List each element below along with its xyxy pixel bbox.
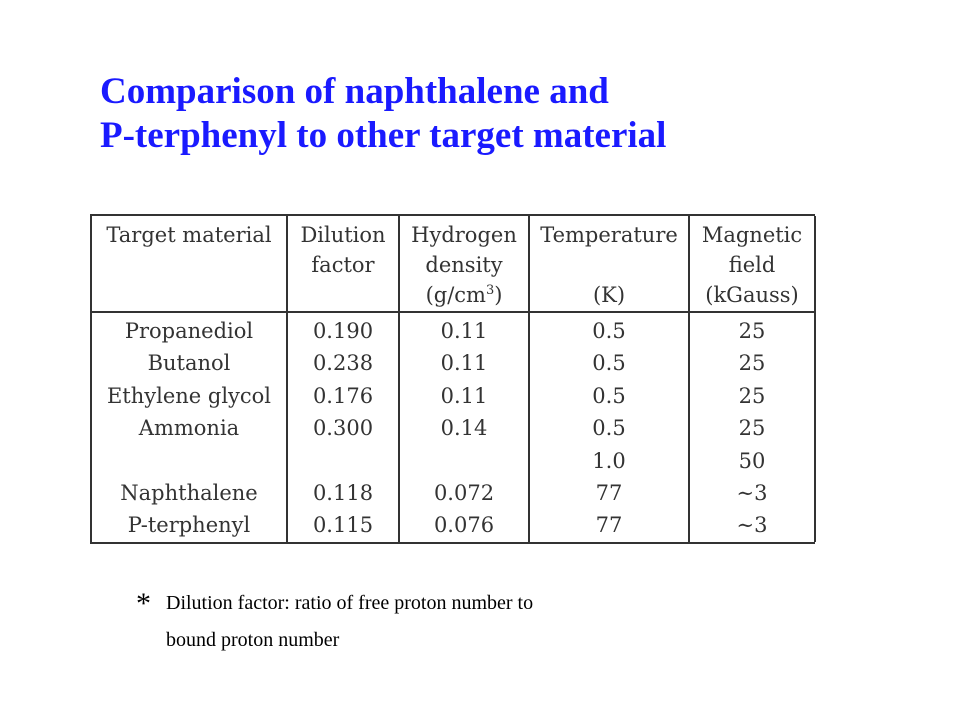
cell-field: 25 — [738, 383, 766, 408]
slide-title-line-2: P-terphenyl to other target material — [100, 115, 667, 156]
cell-density — [400, 445, 528, 477]
footnote-asterisk: * — [136, 587, 151, 620]
column-temperature — [529, 312, 689, 542]
cell-temperature: 1.0 — [592, 448, 626, 473]
cell-material: Propanediol — [124, 319, 254, 343]
cell-density: 0.14 — [440, 416, 488, 441]
cell-density: 0.11 — [440, 319, 488, 343]
cell-temperature: 0.5 — [592, 383, 626, 408]
cell-density: 0.11 — [440, 383, 488, 408]
cell-field: 25 — [738, 416, 766, 441]
cell-dilution: 0.176 — [312, 383, 374, 408]
column-dilution-factor — [287, 312, 399, 542]
cell-temperature: 0.5 — [592, 351, 626, 376]
footnote-line-2: bound proton number — [166, 629, 340, 651]
slide-title-line-1: Comparison of naphthalene and — [100, 71, 609, 112]
cell-dilution: 0.115 — [312, 513, 374, 538]
cell-density: 0.072 — [433, 480, 495, 505]
cell-field: ∼3 — [736, 513, 768, 538]
cell-density: 0.076 — [433, 513, 495, 538]
column-hydrogen-density — [399, 312, 529, 542]
cell-material — [92, 445, 286, 477]
cell-field: ∼3 — [736, 480, 768, 505]
header-magnetic-field: Magnetic field (kGauss) — [689, 216, 815, 312]
cell-material: Ammonia — [138, 416, 240, 441]
header-dilution-factor: Dilution factor — [287, 216, 399, 312]
cell-material: Naphthalene — [120, 480, 258, 505]
header-hydrogen-density: Hydrogen density $(g/cm^3)$ — [399, 216, 529, 312]
header-target-material: Target material — [92, 216, 287, 312]
cell-material: P-terphenyl — [127, 513, 251, 538]
cell-dilution: 0.300 — [312, 416, 374, 441]
footnote-line-1: Dilution factor: ratio of free proton number to — [166, 592, 534, 614]
cell-field: 25 — [738, 351, 766, 376]
cell-dilution: 0.190 — [312, 319, 374, 343]
header-temperature: Temperature (K) — [529, 216, 689, 312]
slide-title — [100, 70, 666, 158]
cell-density: 0.11 — [440, 351, 488, 376]
cell-temperature: 77 — [595, 513, 623, 538]
column-target-material — [92, 312, 287, 542]
cell-temperature: 0.5 — [592, 416, 626, 441]
comparison-table — [90, 214, 815, 544]
footnote — [136, 585, 533, 658]
column-magnetic-field — [689, 312, 815, 542]
cell-field: 25 — [738, 319, 766, 343]
cell-temperature: 0.5 — [592, 319, 626, 343]
cell-dilution: 0.238 — [312, 351, 374, 376]
cell-material: Ethylene glycol — [106, 383, 272, 408]
table-header-row — [92, 216, 815, 312]
cell-dilution — [288, 445, 398, 477]
cell-dilution: 0.118 — [312, 480, 374, 505]
comparison-table-grid — [92, 216, 816, 542]
cell-temperature: 77 — [595, 480, 623, 505]
cell-field: 50 — [738, 448, 766, 473]
cell-material: Butanol — [147, 351, 231, 376]
table-body — [92, 312, 815, 542]
